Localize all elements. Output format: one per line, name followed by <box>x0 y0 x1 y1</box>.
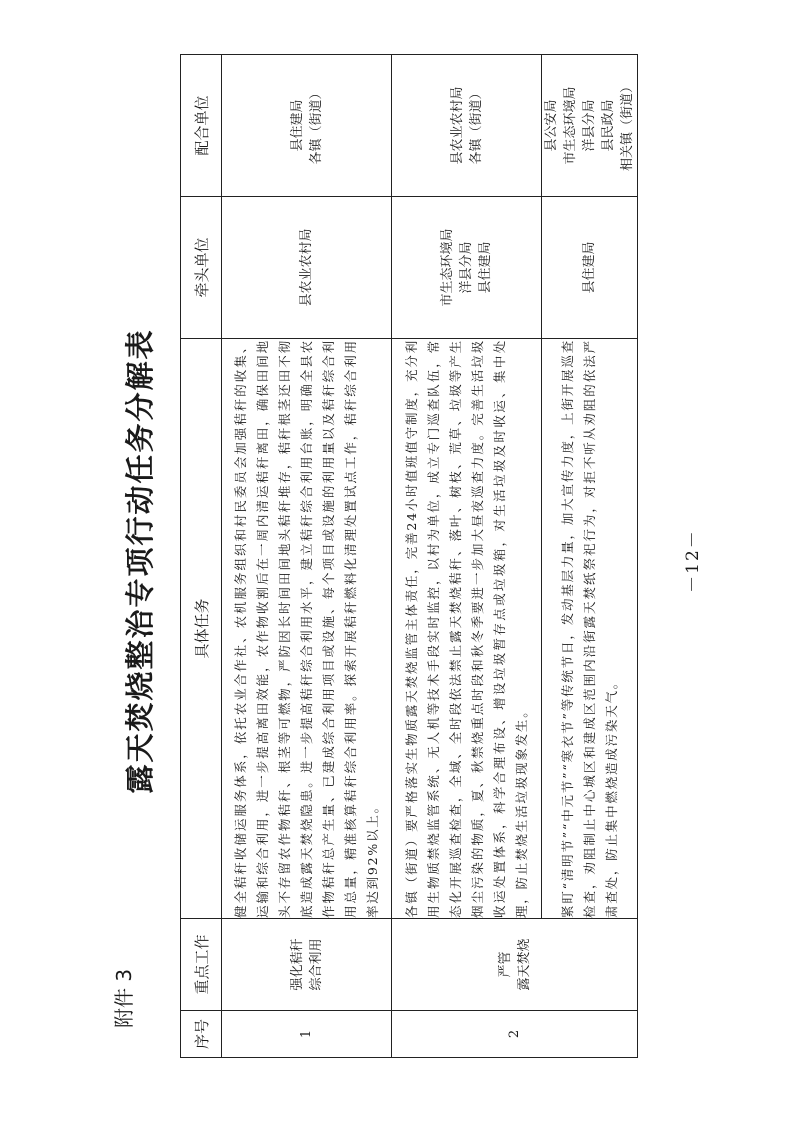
header-key-work: 重点工作 <box>181 919 222 1011</box>
key-work-line: 综合利用 <box>308 938 324 991</box>
table-header-row <box>181 55 222 1058</box>
row-2-detail: 各镇（街道）要严格落实生物质露天焚烧监管主体责任，完善24小时值班值守制度，充分利用生物质禁烧监管系统、无人机等技术手段实时监控，以村为单位，成立专门巡查队伍，常态化开展巡查检查，全域、全时段依法禁止露天焚烧秸秆、落叶、树枝、荒草、垃圾等产生烟尘污染的物质，夏、秋禁烧重点时段和秋冬季要进一步加大昼夜巡查力度。完善生活垃圾收运处置体系，科学合理布设、增设垃圾暂存点或垃圾箱，对生活垃圾及时收运、集中处理，防止焚烧生活垃圾现象发生。 <box>392 339 542 919</box>
header-coop: 配合单位 <box>181 55 222 197</box>
coop-unit: 县农业农村局 <box>449 86 465 165</box>
page-number: －12－ <box>683 529 703 593</box>
coop-unit: 相关镇（街道） <box>620 80 635 172</box>
header-lead: 牵头单位 <box>181 197 222 339</box>
coop-unit: 各镇（街道） <box>308 86 324 165</box>
row-1-coop <box>222 55 392 197</box>
coop-unit: 各镇（街道） <box>468 86 484 165</box>
key-work-line: 严管 <box>497 951 513 978</box>
row-2-coop <box>392 55 542 197</box>
table-row <box>392 55 542 1058</box>
lead-unit: 县农业农村局 <box>299 228 314 307</box>
key-work-line: 露天焚烧 <box>516 938 532 991</box>
task-table <box>180 54 638 1058</box>
table-row <box>222 55 392 1058</box>
coop-unit: 洋县分局 <box>582 99 597 152</box>
page-title: 露天焚烧整治专项行动任务分解表 <box>123 328 157 794</box>
coop-unit: 县公安局 <box>544 99 559 152</box>
coop-unit: 县住建局 <box>289 99 305 152</box>
row-1-detail: 健全秸秆收储运服务体系，依托农业合作社、农机服务组织和村民委员会加强秸秆的收集、运输和综合利用，进一步提高离田效能，农作物收割后在一周内清运秸秆离田，确保田间地头不存留农作物秸秆、根茎等可燃物，严防因长时间田间地头秸秆堆存，秸秆根茎还田不彻底造成露天焚烧隐患。进一步提高秸秆综合利用水平，建立秸秆综合利用台账，明确全县农作物秸秆总产生量、已建成综合利用项目或设施、每个项目或设施的利用量以及秸秆综合利用总量，精准核算秸秆综合利用率。探索开展秸秆燃料化清理处置试点工作，秸秆综合利用率达到92%以上。 <box>222 339 392 919</box>
lead-unit: 市生态环境局 <box>440 228 455 307</box>
row-1-lead <box>222 197 392 339</box>
lead-unit: 县住建局 <box>478 241 493 294</box>
coop-unit: 县民政局 <box>601 99 616 152</box>
lead-unit: 县住建局 <box>582 241 597 294</box>
header-seq: 序号 <box>181 1011 222 1058</box>
row-3-lead <box>542 197 638 339</box>
row-1-key-work <box>222 919 392 1011</box>
row-1-seq: 1 <box>222 1011 392 1058</box>
header-detail: 具体任务 <box>181 339 222 919</box>
row-2-key-work <box>392 919 638 1011</box>
row-3-detail: 紧盯“清明节”“中元节”“寒衣节”等传统节日，发动基层力量，加大宣传力度，上街开展巡查检查，劝阻制止中心城区和建成区范围内沿街露天焚纸祭祀行为，对拒不听从劝阻的依法严肃查处，防止集中燃烧造成污染天气。 <box>542 339 638 919</box>
table-row <box>542 55 638 1058</box>
row-2-seq: 2 <box>392 1011 638 1058</box>
key-work-line: 强化秸秆 <box>289 938 305 991</box>
lead-unit: 洋县分局 <box>459 241 474 294</box>
coop-unit: 市生态环境局 <box>563 86 578 165</box>
row-3-coop <box>542 55 638 197</box>
attachment-label: 附件 3 <box>112 968 136 1028</box>
row-2-lead <box>392 197 542 339</box>
